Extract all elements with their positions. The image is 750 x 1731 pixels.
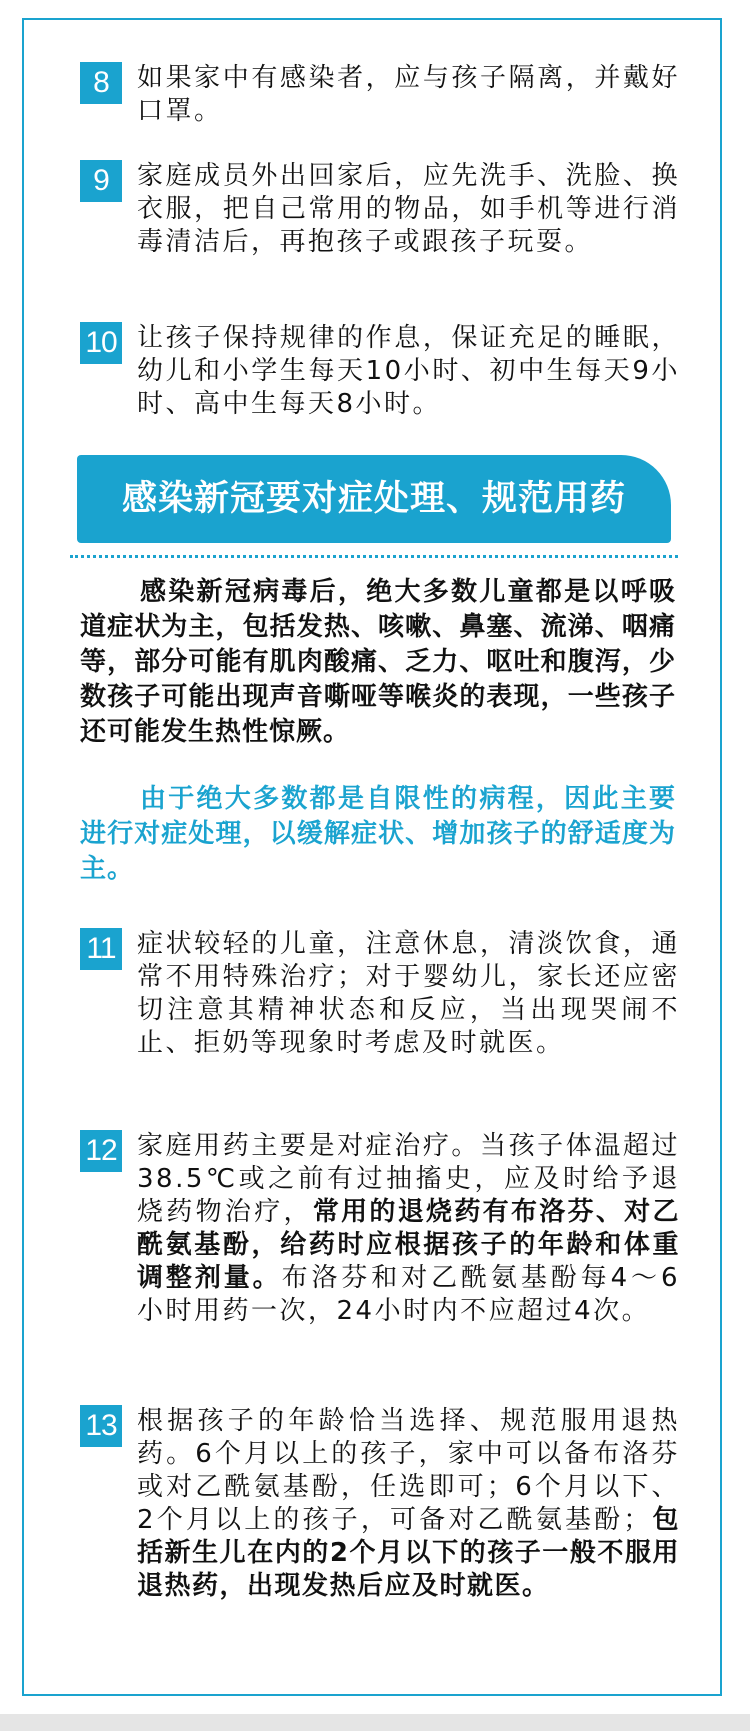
item-text-part: 家庭用药主要是对症治疗。当孩子体温超过38.5℃或之前有过抽搐史，应及时给予退烧药物治疗， (137, 1131, 680, 1227)
item-text-part: 布洛芬和对乙酰氨基酚每4～6小时用药一次，24小时内不应超过4次。 (137, 1263, 680, 1326)
item-number-badge: 10 (80, 322, 122, 364)
list-item (80, 928, 680, 1060)
item-text-part: 根据孩子的年龄恰当选择、规范服用退热药。6个月以上的孩子，家中可以备布洛芬或对乙酰氨基酚，任选即可；6个月以下、2个月以上的孩子，可备对乙酰氨基酚； (137, 1406, 680, 1535)
list-item (80, 1405, 680, 1603)
list-item (80, 1130, 680, 1328)
item-text: 症状较轻的儿童，注意休息，清淡饮食，通常不用特殊治疗；对于婴幼儿，家长还应密切注意其精神状态和反应，当出现哭闹不止、拒奶等现象时考虑及时就医。 (137, 929, 680, 1058)
item-number-badge: 9 (80, 160, 122, 202)
section-title: 感染新冠要对症处理、规范用药 (121, 479, 626, 519)
item-text-bold: 常用的退烧药有布洛芬、对乙酰氨基酚，给药时应根据孩子的年龄和体重调整剂量。 (137, 1197, 680, 1293)
item-text-bold: 包括新生儿在内的2个月以下的孩子一般不服用退热药，出现发热后应及时就医。 (137, 1505, 680, 1601)
item-text: 家庭成员外出回家后，应先洗手、洗脸、换衣服，把自己常用的物品，如手机等进行消毒清洁后，再抱孩子或跟孩子玩耍。 (137, 161, 680, 257)
item-number-badge: 12 (80, 1130, 122, 1172)
list-item (80, 160, 680, 259)
item-text: 让孩子保持规律的作息，保证充足的睡眠，幼儿和小学生每天10小时、初中生每天9小时、高中生每天8小时。 (137, 323, 680, 419)
item-text (137, 1130, 680, 1328)
section-banner (77, 455, 671, 543)
dotted-divider (70, 555, 678, 558)
list-item (80, 62, 680, 128)
item-text (137, 1405, 680, 1603)
item-number-badge: 8 (80, 62, 122, 104)
item-text: 如果家中有感染者，应与孩子隔离，并戴好口罩。 (137, 63, 680, 126)
list-item (80, 322, 680, 421)
highlight-paragraph: 由于绝大多数都是自限性的病程，因此主要进行对症处理，以缓解症状、增加孩子的舒适度为主。 (80, 784, 676, 884)
intro-paragraph: 感染新冠病毒后，绝大多数儿童都是以呼吸道症状为主，包括发热、咳嗽、鼻塞、流涕、咽痛等，部分可能有肌肉酸痛、乏力、呕吐和腹泻，少数孩子可能出现声音嘶哑等喉炎的表现，一些孩子还可能发生热性惊厥。 (80, 577, 676, 747)
item-number-badge: 13 (80, 1405, 122, 1447)
bottom-band (0, 1714, 750, 1731)
item-number-badge: 11 (80, 928, 122, 970)
